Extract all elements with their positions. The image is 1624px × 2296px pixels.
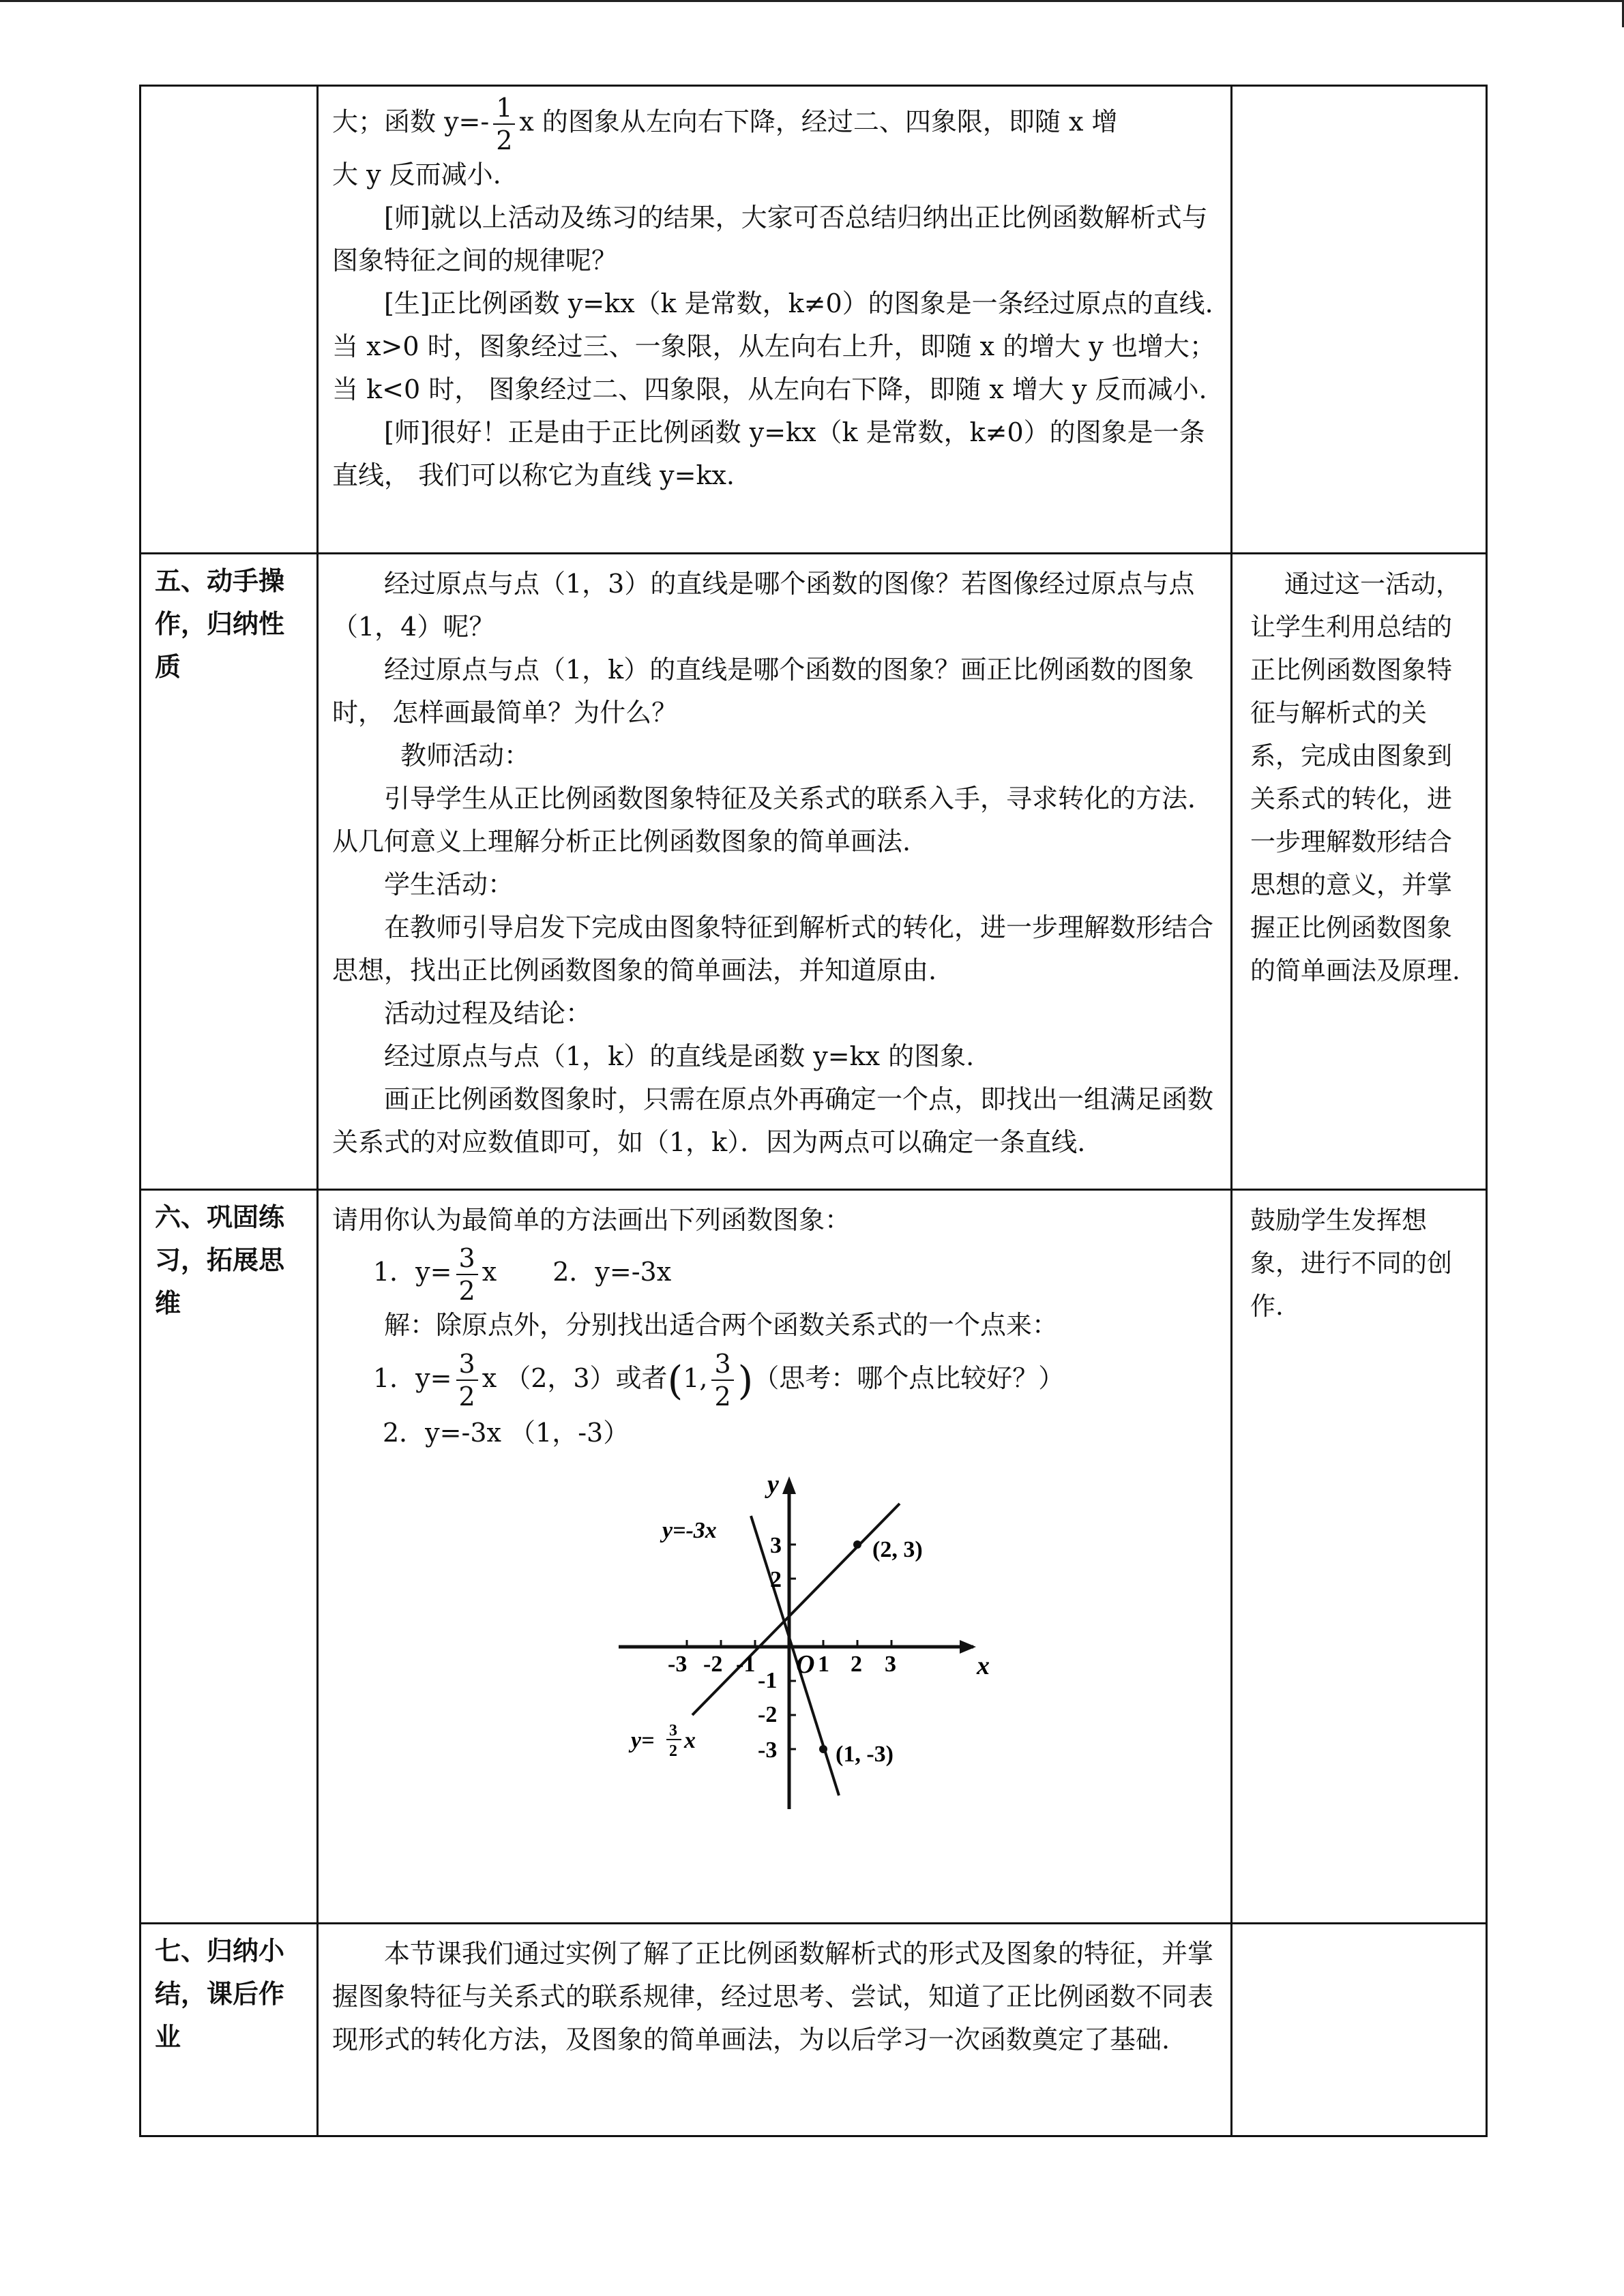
point-2-3 xyxy=(853,1540,861,1549)
text: 1．y= xyxy=(373,1257,452,1287)
content-cell xyxy=(318,1924,1232,2136)
lesson-plan-table xyxy=(139,85,1488,2137)
table-row-continuation xyxy=(141,86,1487,554)
fraction-denominator: 2 xyxy=(496,125,513,155)
y-tick-label: -1 xyxy=(758,1668,778,1693)
fraction-denominator: 2 xyxy=(669,1742,677,1760)
paragraph: 本节课我们通过实例了解了正比例函数解析式的形式及图象的特征，并掌握图象特征与关系式的联系规律，经过思考、尝试，知道了正比例函数不同表现形式的转化方法，及图象的简单画法，为以后学习一次函数奠定了基础. xyxy=(332,1939,1214,2055)
paragraph-student: [生]正比例函数 y=kx（k 是常数，k≠0）的图象是一条经过原点的直线. 当 x>0 时，图象经过三、一象限，从左向右上升，即随 x 的增大 y 也增大；当 k<0 时， 图象经过二、四象限，从左向右下降，即随 x 增大 y 反而减小. xyxy=(332,288,1215,404)
text: （思考：哪个点比较好？） xyxy=(753,1362,1065,1393)
fraction-numerator: 3 xyxy=(456,1351,478,1381)
x-tick-label: -2 xyxy=(703,1652,723,1677)
text: x 的图象从左向右下降，经过二、四象限，即随 x 增 xyxy=(519,106,1118,137)
solution-line-2: 2．y=-3x （1，-3） xyxy=(383,1418,630,1448)
x-tick-label: 3 xyxy=(885,1652,896,1677)
fraction-denominator: 2 xyxy=(458,1275,475,1306)
stage-cell: 六、巩固练习，拓展思维 xyxy=(141,1190,318,1924)
line-label-neg3x: y=-3x xyxy=(662,1518,717,1543)
point-label-2-3: (2, 3) xyxy=(872,1537,923,1562)
table-row-hands-on xyxy=(141,554,1487,1190)
paragraph: 画正比例函数图象时，只需在原点外再确定一个点，即找出一组满足函数关系式的对应数值即可，如（1，k）．因为两点可以确定一条直线. xyxy=(332,1084,1214,1157)
fraction-numerator: 3 xyxy=(456,1245,478,1275)
line-label-text: x xyxy=(684,1728,696,1753)
y-tick-label: 2 xyxy=(770,1567,782,1592)
paragraph: 经过原点与点（1，k）的直线是函数 y=kx 的图象. xyxy=(384,1041,975,1071)
x-tick-label: 2 xyxy=(851,1652,862,1677)
paragraph: 引导学生从正比例函数图象特征及关系式的联系入手，寻求转化的方法．从几何意义上理解分析正比例函数图象的简单画法. xyxy=(332,784,1214,856)
stage-cell-empty xyxy=(141,86,318,554)
paragraph-solution: 解：除原点外，分别找出适合两个函数关系式的一个点来： xyxy=(384,1309,1059,1340)
fraction-one-half xyxy=(493,95,515,153)
paragraph: 请用你认为最简单的方法画出下列函数图象： xyxy=(332,1205,851,1235)
fraction-numerator: 3 xyxy=(711,1351,733,1381)
content-cell xyxy=(318,554,1232,1190)
line-label-text: y= xyxy=(631,1728,655,1753)
content-cell-continuation xyxy=(318,86,1232,554)
table-row-practice xyxy=(141,1190,1487,1924)
note-text: 通过这一活动，让学生利用总结的正比例函数图象特征与解析式的关系，完成由图象到关系式的转化，进一步理解数形结合思想的意义，并掌握正比例函数图象的简单画法及原理. xyxy=(1250,569,1461,985)
line-y-3-2x xyxy=(692,1504,900,1715)
x-tick-label: -1 xyxy=(736,1652,756,1677)
text: x xyxy=(482,1257,497,1287)
text: 2．y=-3x xyxy=(552,1257,672,1287)
subheading-process: 活动过程及结论： xyxy=(384,998,592,1028)
y-tick-label: -3 xyxy=(758,1738,778,1763)
x-tick-label: 1 xyxy=(818,1652,829,1677)
note-cell-empty xyxy=(1232,86,1487,554)
fraction-three-halves xyxy=(456,1242,478,1306)
fraction-three-halves xyxy=(711,1351,733,1410)
point-label-1-neg3: (1, -3) xyxy=(836,1742,894,1767)
paragraph: 经过原点与点（1，3）的直线是哪个函数的图像？若图像经过原点与点（1，4）呢？ xyxy=(332,569,1195,642)
x-axis-label: x xyxy=(977,1652,990,1680)
note-cell-empty xyxy=(1232,1924,1487,2136)
solution-line-1 xyxy=(332,1347,1217,1412)
point-1-neg3 xyxy=(819,1745,827,1753)
y-axis-label: y xyxy=(767,1470,779,1499)
paren-open: ( xyxy=(667,1357,683,1403)
fraction-numerator: 3 xyxy=(669,1722,677,1740)
text: 1．y= xyxy=(373,1362,452,1393)
table-row-summary xyxy=(141,1924,1487,2136)
text: x （2，3）或者 xyxy=(482,1362,668,1393)
paren-close: ) xyxy=(737,1357,754,1403)
y-tick-label: 3 xyxy=(770,1533,782,1558)
fraction-denominator: 2 xyxy=(458,1382,475,1412)
note-text: 鼓励学生发挥想象，进行不同的创作. xyxy=(1250,1206,1452,1321)
paragraph: 经过原点与点（1，k）的直线是哪个函数的图象？画正比例函数的图象时， 怎样画最简单？为什么？ xyxy=(332,655,1194,728)
content-cell xyxy=(318,1190,1232,1924)
note-cell xyxy=(1232,554,1487,1190)
page-top-rule xyxy=(0,0,1624,2)
text: 1, xyxy=(683,1362,708,1393)
stage-cell: 五、动手操作，归纳性质 xyxy=(141,554,318,1190)
subheading-teacher-activity: 教师活动： xyxy=(400,741,531,771)
paragraph: 大 y 反而减小. xyxy=(332,160,501,190)
text: 大；函数 y=- xyxy=(332,106,490,137)
paragraph-teacher: [师]很好！正是由于正比例函数 y=kx（k 是常数，k≠0）的图象是一条直线， 我们可以称它为直线 y=kx. xyxy=(332,417,1205,490)
paragraph: 在教师引导启发下完成由图象特征到解析式的转化，进一步理解数形结合思想，找出正比例函数图象的简单画法，并知道原由. xyxy=(332,912,1214,985)
subheading-student-activity: 学生活动： xyxy=(384,869,514,899)
paragraph-teacher: [师]就以上活动及练习的结果，大家可否总结归纳出正比例函数解析式与图象特征之间的规律呢？ xyxy=(332,203,1208,275)
note-cell xyxy=(1232,1190,1487,1924)
y-axis-arrow xyxy=(782,1476,796,1494)
y-tick-label: -2 xyxy=(758,1702,778,1727)
fraction-three-halves xyxy=(456,1351,478,1410)
fraction-numerator: 1 xyxy=(493,95,515,125)
x-tick-label: -3 xyxy=(668,1652,688,1677)
exercise-line xyxy=(332,1242,1217,1304)
function-graph xyxy=(619,1468,1001,1809)
x-axis-arrow xyxy=(960,1640,976,1654)
paragraph xyxy=(332,95,1217,153)
origin-label: O xyxy=(796,1650,815,1679)
fraction-denominator: 2 xyxy=(714,1382,731,1412)
stage-cell: 七、归纳小结，课后作业 xyxy=(141,1924,318,2136)
